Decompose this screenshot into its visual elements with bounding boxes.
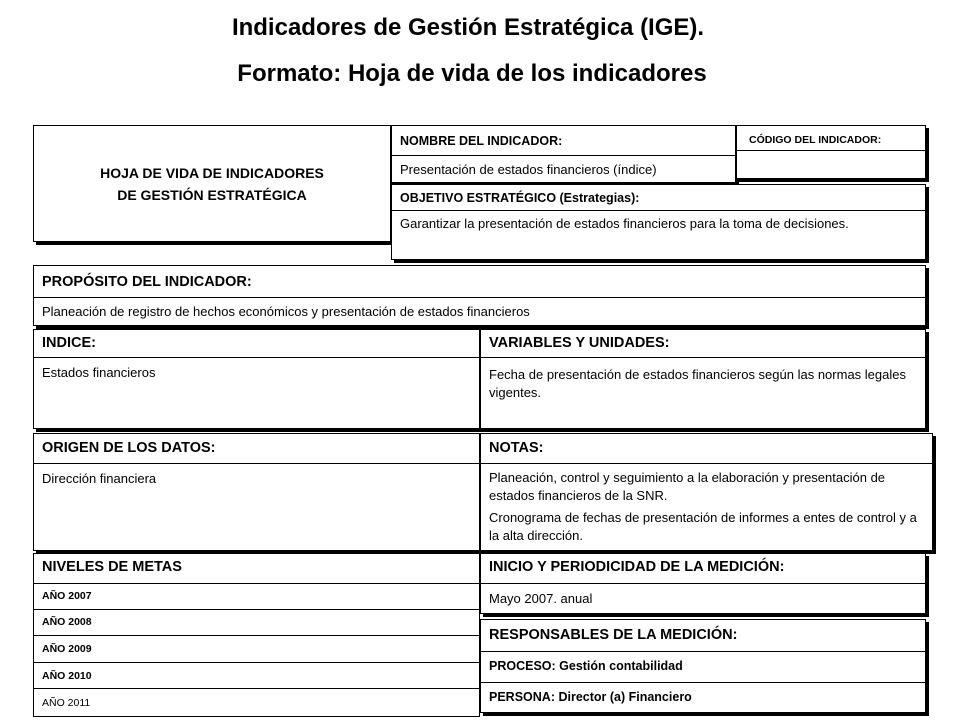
variables-value: Fecha de presentación de estados financieros según las normas legales vigentes. (489, 367, 906, 400)
indice-value: Estados financieros (42, 365, 156, 380)
page-title: Indicadores de Gestión Estratégica (IGE). (231, 14, 705, 41)
indice-label: INDICE: (34, 330, 479, 358)
year-row-2011: AÑO 2011 (42, 697, 91, 709)
metas-label: NIVELES DE METAS (34, 554, 479, 584)
codigo-indicador-value (737, 151, 925, 179)
notas-value-2: Cronograma de fechas de presentación de informes a entes de control y a la alta dirección. (489, 510, 917, 543)
nombre-indicador-label: NOMBRE DEL INDICADOR: (392, 126, 735, 156)
inicio-box (480, 553, 926, 614)
year-row-2009: AÑO 2009 (34, 636, 479, 663)
proposito-value: Planeación de registro de hechos económicos y presentación de estados financieros (42, 304, 530, 319)
objetivo-box (391, 184, 926, 260)
notas-value-1: Planeación, control y seguimiento a la elaboración y presentación de estados financieros de la SNR. (489, 470, 886, 503)
variables-box (480, 329, 926, 429)
codigo-indicador-box (736, 125, 926, 179)
notas-value (481, 464, 932, 551)
codigo-indicador-label: CÓDIGO DEL INDICADOR: (737, 126, 925, 151)
sheet-title-line2: DE GESTIÓN ESTRATÉGICA (117, 186, 307, 203)
inicio-value: Mayo 2007. anual (489, 591, 593, 606)
notas-label: NOTAS: (481, 434, 932, 464)
variables-label: VARIABLES Y UNIDADES: (481, 330, 925, 358)
metas-box (33, 553, 480, 717)
page-subtitle: Formato: Hoja de vida de los indicadores (237, 60, 707, 87)
year-row-2010: AÑO 2010 (34, 663, 479, 689)
sheet-title-line1: HOJA DE VIDA DE INDICADORES (100, 164, 324, 181)
sheet-title (34, 126, 390, 241)
responsables-box (480, 619, 926, 713)
origen-box (33, 433, 480, 551)
objetivo-label: OBJETIVO ESTRATÉGICO (Estrategias): (392, 185, 925, 211)
objetivo-value: Garantizar la presentación de estados financieros para la toma de decisiones. (400, 216, 849, 231)
origen-value: Dirección financiera (42, 471, 157, 486)
proposito-box (33, 265, 926, 326)
indice-box (33, 329, 480, 429)
inicio-label: INICIO Y PERIODICIDAD DE LA MEDICIÓN: (481, 554, 925, 584)
year-row-2007: AÑO 2007 (34, 584, 479, 610)
nombre-indicador-box (391, 125, 736, 183)
proposito-label: PROPÓSITO DEL INDICADOR: (34, 266, 925, 298)
nombre-indicador-value: Presentación de estados financieros (índice) (400, 162, 657, 177)
notas-box (480, 433, 933, 551)
responsables-label: RESPONSABLES DE LA MEDICIÓN: (481, 620, 925, 652)
proceso-value: PROCESO: Gestión contabilidad (481, 652, 925, 683)
sheet-title-box (33, 125, 391, 242)
origen-label: ORIGEN DE LOS DATOS: (34, 434, 479, 464)
year-row-2008: AÑO 2008 (34, 610, 479, 636)
persona-value: PERSONA: Director (a) Financiero (489, 690, 692, 704)
